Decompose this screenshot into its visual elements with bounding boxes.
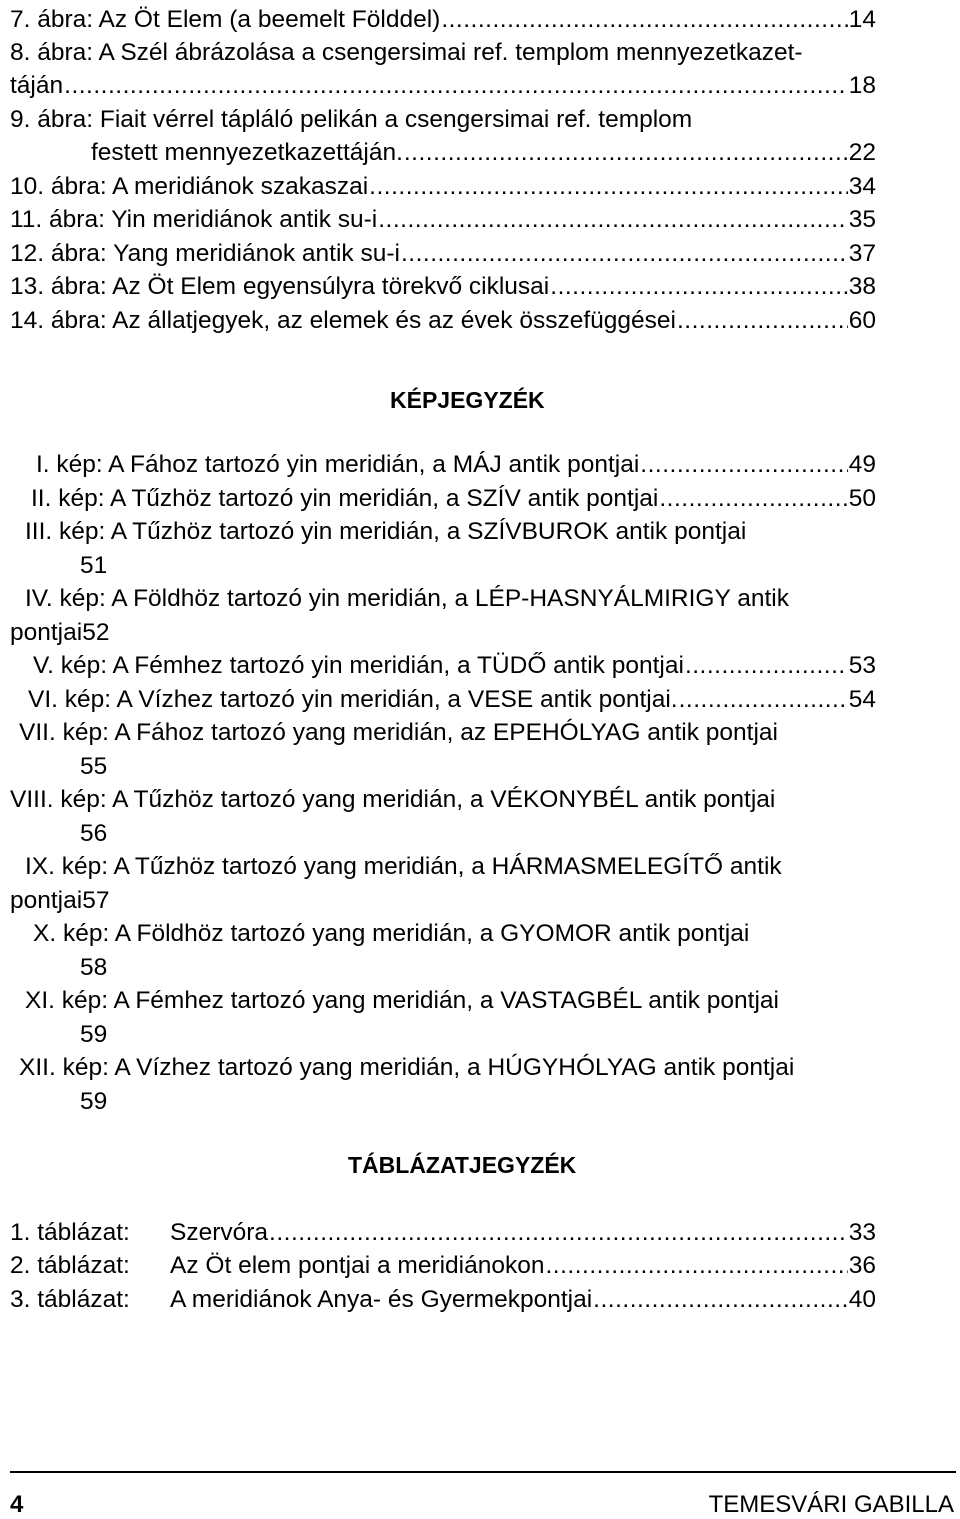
toc-entry-image-3-page: 51 <box>80 552 108 579</box>
toc-entry-image-5[interactable]: V. kép: A Fémhez tartozó yin meridián, a TÜDŐ antik pontjai ..... 53 <box>33 651 876 681</box>
toc-entry-image-10-page: 58 <box>80 954 108 981</box>
toc-entry-image-7[interactable]: VII. kép: A Fához tartozó yang meridián, az EPEHÓLYAG antik pontjai <box>19 719 778 746</box>
toc-entry-figure-9[interactable]: festett mennyezetkazettáján. ..... 22 <box>91 138 876 168</box>
toc-entry-figure-8-line1[interactable]: 8. ábra: A Szél ábrázolása a csengersimai ref. templom mennyezetkazet- <box>10 39 803 66</box>
toc-entry-image-4-page: pontjai52 <box>10 619 110 646</box>
toc-entry-image-4[interactable]: IV. kép: A Földhöz tartozó yin meridián, a LÉP-HASNYÁLMIRIGY antik <box>25 585 789 612</box>
toc-entry-image-12[interactable]: XII. kép: A Vízhez tartozó yang meridián, a HÚGYHÓLYAG antik pontjai <box>19 1054 795 1081</box>
footer-author: TEMESVÁRI GABILLA <box>708 1491 954 1518</box>
toc-entry-figure-13[interactable]: 13. ábra: Az Öt Elem egyensúlyra törekvő ciklusai ..... 38 <box>10 272 876 302</box>
toc-entry-image-10[interactable]: X. kép: A Földhöz tartozó yang meridián, a GYOMOR antik pontjai <box>33 920 750 947</box>
toc-entry-image-7-page: 55 <box>80 753 108 780</box>
toc-entry-figure-14[interactable]: 14. ábra: Az állatjegyek, az elemek és az évek összefüggései ..... 60 <box>10 306 876 336</box>
toc-entry-figure-8[interactable]: táján ..... 18 <box>10 71 876 101</box>
toc-entry-image-2[interactable]: II. kép: A Tűzhöz tartozó yin meridián, a SZÍV antik pontjai ..... 50 <box>31 484 876 514</box>
images-heading: KÉPJEGYZÉK <box>390 387 545 413</box>
toc-entry-image-12-page: 59 <box>80 1088 108 1115</box>
footer-page-number: 4 <box>10 1491 24 1518</box>
toc-entry-image-1[interactable]: I. kép: A Fához tartozó yin meridián, a MÁJ antik pontjai ..... 49 <box>36 450 876 480</box>
toc-entry-figure-7[interactable]: 7. ábra: Az Öt Elem (a beemelt Földdel) ..... 14 <box>10 5 876 35</box>
toc-entry-figure-9-line1[interactable]: 9. ábra: Fiait vérrel tápláló pelikán a csengersimai ref. templom <box>10 106 693 133</box>
toc-entry-figure-11[interactable]: 11. ábra: Yin meridiánok antik su-i ..... 35 <box>10 205 876 235</box>
toc-entry-image-11[interactable]: XI. kép: A Fémhez tartozó yang meridián, a VASTAGBÉL antik pontjai <box>25 987 779 1014</box>
toc-entry-figure-12[interactable]: 12. ábra: Yang meridiánok antik su-i ..... 37 <box>10 239 876 269</box>
tables-heading: TÁBLÁZATJEGYZÉK <box>348 1152 577 1178</box>
toc-entry-table-1[interactable]: 1. táblázat: Szervóra ..... 33 <box>10 1218 876 1248</box>
toc-entry-image-9[interactable]: IX. kép: A Tűzhöz tartozó yang meridián, a HÁRMASMELEGÍTŐ antik <box>25 853 782 880</box>
toc-entry-table-2[interactable]: 2. táblázat: Az Öt elem pontjai a meridiánokon ..... 36 <box>10 1251 876 1281</box>
toc-entry-image-6[interactable]: VI. kép: A Vízhez tartozó yin meridián, a VESE antik pontjai. ..... 54 <box>28 685 876 715</box>
toc-entry-image-9-page: pontjai57 <box>10 887 110 914</box>
toc-entry-table-3[interactable]: 3. táblázat: A meridiánok Anya- és Gyermekpontjai ..... 40 <box>10 1285 876 1315</box>
toc-entry-image-11-page: 59 <box>80 1021 108 1048</box>
toc-entry-figure-10[interactable]: 10. ábra: A meridiánok szakaszai ..... 34 <box>10 172 876 202</box>
toc-entry-image-8-page: 56 <box>80 820 108 847</box>
toc-entry-image-8[interactable]: VIII. kép: A Tűzhöz tartozó yang meridián, a VÉKONYBÉL antik pontjai <box>10 786 776 813</box>
toc-entry-image-3[interactable]: III. kép: A Tűzhöz tartozó yin meridián, a SZÍVBUROK antik pontjai <box>25 518 747 545</box>
footer-divider <box>10 1471 956 1473</box>
